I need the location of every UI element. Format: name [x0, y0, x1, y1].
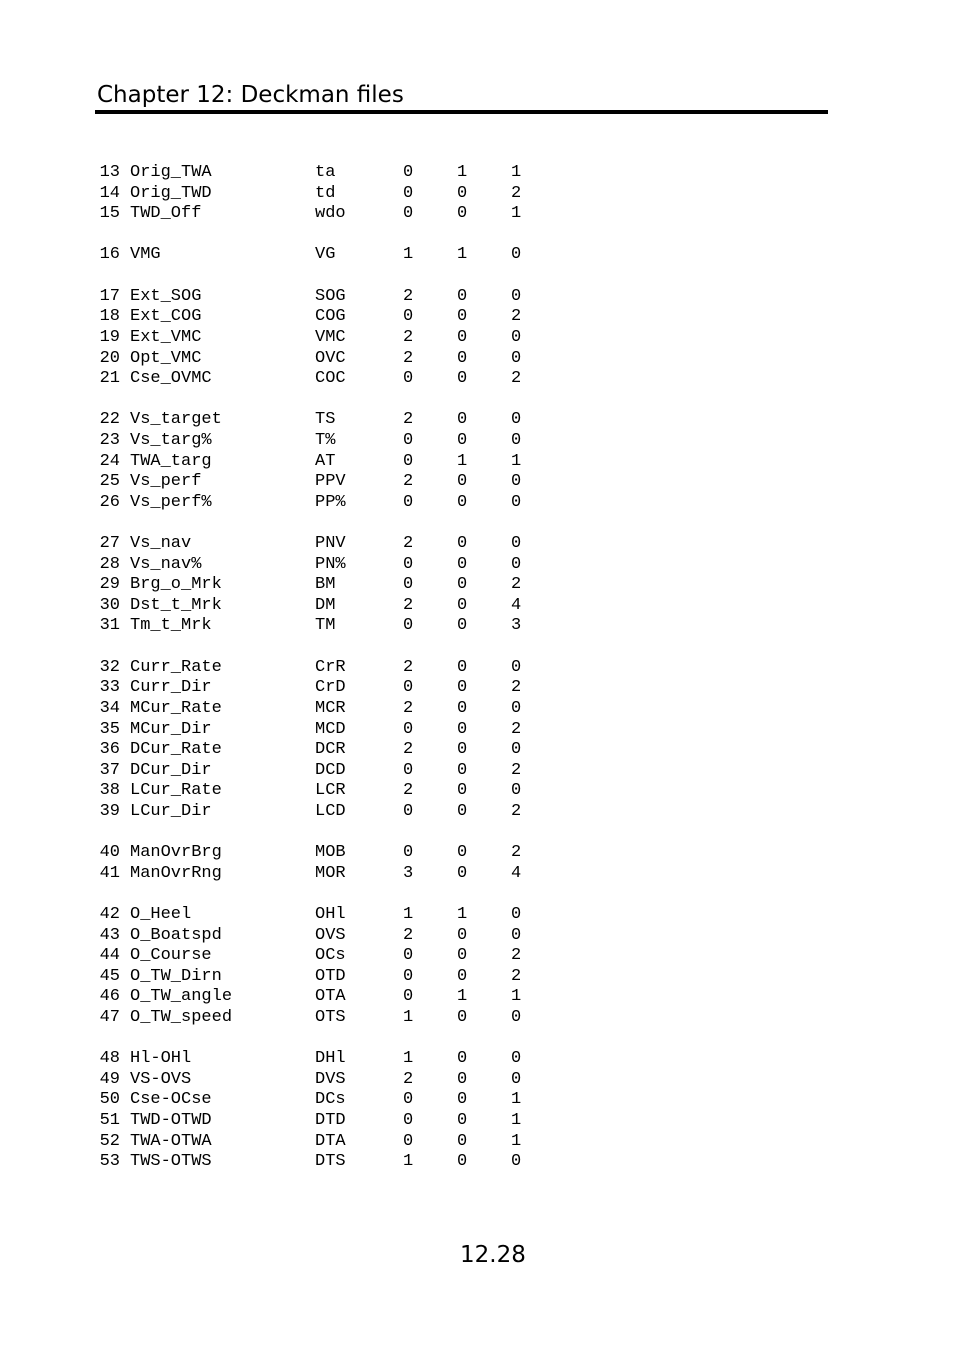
row-value-b: 0 — [457, 657, 468, 677]
row-number: 15 — [99, 204, 120, 224]
row-value-c: 2 — [511, 369, 522, 389]
row-value-c: 0 — [511, 740, 522, 760]
row-value-a: 2 — [403, 657, 414, 677]
row-abbreviation: DCR — [315, 740, 346, 760]
row-value-a: 0 — [403, 966, 414, 986]
row-name: DCur_Dir — [130, 760, 212, 780]
row-value-c: 2 — [511, 760, 522, 780]
row-value-b: 0 — [457, 410, 468, 430]
row-number: 14 — [99, 183, 120, 203]
row-value-c: 0 — [511, 534, 522, 554]
row-value-a: 0 — [403, 843, 414, 863]
row-abbreviation: DM — [315, 595, 336, 615]
row-value-b: 0 — [457, 534, 468, 554]
row-number: 31 — [99, 616, 120, 636]
row-name: Cse_OVMC — [130, 369, 212, 389]
row-value-c: 1 — [511, 451, 522, 471]
row-abbreviation: SOG — [315, 286, 346, 306]
row-number: 13 — [99, 163, 120, 182]
row-number: 49 — [99, 1069, 120, 1089]
row-number: 22 — [99, 410, 120, 430]
row-abbreviation: MCR — [315, 698, 346, 718]
row-number: 28 — [99, 554, 120, 574]
row-value-a: 0 — [403, 451, 414, 471]
page-number: 12.28 — [460, 1242, 526, 1268]
chapter-title: Chapter 12: Deckman files — [97, 82, 404, 108]
row-abbreviation: CrR — [315, 657, 346, 677]
row-value-a: 2 — [403, 286, 414, 306]
row-number: 27 — [99, 534, 120, 554]
row-value-c: 0 — [511, 1152, 522, 1172]
row-value-b: 0 — [457, 698, 468, 718]
row-number: 40 — [99, 843, 120, 863]
row-abbreviation: PP% — [315, 492, 346, 512]
row-value-b: 0 — [457, 472, 468, 492]
row-value-b: 0 — [457, 1131, 468, 1151]
row-value-c: 1 — [511, 1090, 522, 1110]
row-value-b: 0 — [457, 678, 468, 698]
row-name: Curr_Rate — [130, 657, 222, 677]
header-rule — [95, 110, 828, 114]
row-name: O_Course — [130, 946, 212, 966]
row-number: 51 — [99, 1111, 120, 1131]
row-name: MCur_Dir — [130, 719, 212, 739]
row-value-b: 0 — [457, 781, 468, 801]
row-abbreviation: DVS — [315, 1069, 346, 1089]
row-name: Ext_VMC — [130, 327, 202, 347]
row-abbreviation: DTD — [315, 1111, 346, 1131]
row-name: Tm_t_Mrk — [130, 616, 212, 636]
row-value-c: 2 — [511, 719, 522, 739]
row-value-b: 0 — [457, 801, 468, 821]
row-value-c: 3 — [511, 616, 522, 636]
row-value-c: 0 — [511, 348, 522, 368]
row-value-b: 1 — [457, 987, 468, 1007]
row-abbreviation: PNV — [315, 534, 346, 554]
row-value-a: 1 — [403, 245, 414, 265]
row-value-c: 2 — [511, 946, 522, 966]
row-value-b: 1 — [457, 451, 468, 471]
row-value-b: 0 — [457, 307, 468, 327]
row-name: LCur_Dir — [130, 801, 212, 821]
row-name: O_TW_angle — [130, 987, 233, 1007]
row-value-a: 2 — [403, 781, 414, 801]
row-number: 48 — [99, 1049, 120, 1069]
row-value-c: 0 — [511, 698, 522, 718]
row-abbreviation: OVS — [315, 925, 346, 945]
row-value-b: 0 — [457, 595, 468, 615]
row-abbreviation: ta — [315, 163, 336, 182]
row-value-b: 0 — [457, 616, 468, 636]
row-name: O_TW_Dirn — [130, 966, 222, 986]
row-number: 17 — [99, 286, 120, 306]
row-number: 38 — [99, 781, 120, 801]
row-name: Vs_perf% — [130, 492, 212, 512]
row-value-a: 2 — [403, 534, 414, 554]
row-abbreviation: DTS — [315, 1152, 346, 1172]
row-value-a: 0 — [403, 678, 414, 698]
row-number: 39 — [99, 801, 120, 821]
row-value-a: 0 — [403, 369, 414, 389]
row-name: TWD-OTWD — [130, 1111, 212, 1131]
row-value-c: 2 — [511, 678, 522, 698]
row-abbreviation: LCD — [315, 801, 346, 821]
row-value-c: 0 — [511, 554, 522, 574]
row-number: 46 — [99, 987, 120, 1007]
row-value-b: 1 — [457, 905, 468, 925]
row-name: Cse-OCse — [130, 1090, 212, 1110]
row-value-c: 4 — [511, 863, 522, 883]
row-name: VS-OVS — [130, 1069, 192, 1089]
row-abbreviation: MOB — [315, 843, 346, 863]
row-value-b: 0 — [457, 760, 468, 780]
row-value-c: 0 — [511, 925, 522, 945]
row-value-c: 0 — [511, 1049, 522, 1069]
row-value-c: 2 — [511, 575, 522, 595]
row-number: 35 — [99, 719, 120, 739]
row-number: 41 — [99, 863, 120, 883]
row-value-c: 2 — [511, 307, 522, 327]
row-value-a: 2 — [403, 348, 414, 368]
row-name: TWS-OTWS — [130, 1152, 212, 1172]
row-name: MCur_Rate — [130, 698, 222, 718]
row-number: 47 — [99, 1008, 120, 1027]
row-abbreviation: OVC — [315, 348, 346, 368]
row-value-a: 3 — [403, 863, 414, 883]
row-value-a: 0 — [403, 1090, 414, 1110]
row-value-a: 2 — [403, 472, 414, 492]
row-value-a: 2 — [403, 740, 414, 760]
row-name: Hl-OHl — [130, 1049, 192, 1069]
row-value-c: 0 — [511, 657, 522, 677]
row-name: Vs_target — [130, 410, 222, 430]
row-abbreviation: AT — [315, 451, 336, 471]
row-number: 32 — [99, 657, 120, 677]
row-name: O_Heel — [130, 905, 192, 925]
row-name: Vs_nav — [130, 534, 192, 554]
row-abbreviation: DCs — [315, 1090, 346, 1110]
row-value-c: 0 — [511, 1008, 522, 1027]
row-value-c: 0 — [511, 245, 522, 265]
row-number: 20 — [99, 348, 120, 368]
row-value-b: 0 — [457, 431, 468, 450]
row-name: DCur_Rate — [130, 740, 222, 760]
row-abbreviation: td — [315, 183, 336, 203]
row-name: Curr_Dir — [130, 678, 212, 698]
row-value-c: 2 — [511, 801, 522, 821]
row-name: TWD_Off — [130, 204, 202, 224]
row-value-c: 1 — [511, 1131, 522, 1151]
row-abbreviation: TM — [315, 616, 336, 636]
row-abbreviation: PPV — [315, 472, 346, 492]
row-value-b: 0 — [457, 719, 468, 739]
row-value-c: 0 — [511, 286, 522, 306]
row-name: Brg_o_Mrk — [130, 575, 222, 595]
row-value-b: 0 — [457, 925, 468, 945]
row-value-a: 1 — [403, 1049, 414, 1069]
row-value-c: 0 — [511, 492, 522, 512]
row-value-b: 0 — [457, 575, 468, 595]
row-number: 43 — [99, 925, 120, 945]
row-number: 23 — [99, 431, 120, 450]
row-name: VMG — [130, 245, 161, 265]
row-number: 50 — [99, 1090, 120, 1110]
row-value-b: 0 — [457, 1069, 468, 1089]
row-name: LCur_Rate — [130, 781, 222, 801]
row-value-c: 2 — [511, 843, 522, 863]
row-number: 42 — [99, 905, 120, 925]
row-value-a: 0 — [403, 183, 414, 203]
row-value-c: 1 — [511, 163, 522, 182]
row-value-b: 0 — [457, 286, 468, 306]
row-name: O_TW_speed — [130, 1008, 233, 1027]
row-abbreviation: VMC — [315, 327, 346, 347]
row-abbreviation: COG — [315, 307, 346, 327]
row-value-b: 0 — [457, 348, 468, 368]
row-abbreviation: wdo — [315, 204, 346, 224]
row-number: 19 — [99, 327, 120, 347]
row-name: Orig_TWD — [130, 183, 212, 203]
row-value-a: 1 — [403, 1008, 414, 1027]
row-abbreviation: T% — [315, 431, 336, 450]
row-value-c: 0 — [511, 410, 522, 430]
row-name: Ext_COG — [130, 307, 202, 327]
row-value-b: 0 — [457, 740, 468, 760]
row-value-b: 0 — [457, 1090, 468, 1110]
row-number: 37 — [99, 760, 120, 780]
row-value-b: 1 — [457, 245, 468, 265]
row-name: TWA-OTWA — [130, 1131, 212, 1151]
row-abbreviation: BM — [315, 575, 336, 595]
row-value-b: 0 — [457, 1049, 468, 1069]
row-abbreviation: LCR — [315, 781, 346, 801]
row-value-a: 0 — [403, 616, 414, 636]
row-name: ManOvrRng — [130, 863, 222, 883]
row-name: Ext_SOG — [130, 286, 202, 306]
row-value-c: 4 — [511, 595, 522, 615]
row-value-a: 0 — [403, 431, 414, 450]
row-value-a: 2 — [403, 595, 414, 615]
row-value-c: 0 — [511, 327, 522, 347]
row-value-a: 0 — [403, 987, 414, 1007]
row-value-a: 2 — [403, 410, 414, 430]
row-name: Opt_VMC — [130, 348, 202, 368]
row-value-c: 1 — [511, 1111, 522, 1131]
row-value-c: 0 — [511, 781, 522, 801]
row-value-a: 0 — [403, 492, 414, 512]
row-value-b: 0 — [457, 1111, 468, 1131]
row-number: 36 — [99, 740, 120, 760]
row-number: 44 — [99, 946, 120, 966]
row-value-b: 0 — [457, 327, 468, 347]
row-name: TWA_targ — [130, 451, 212, 471]
row-value-a: 2 — [403, 1069, 414, 1089]
row-value-a: 1 — [403, 1152, 414, 1172]
row-value-a: 0 — [403, 1111, 414, 1131]
row-abbreviation: DCD — [315, 760, 346, 780]
row-value-b: 0 — [457, 946, 468, 966]
row-value-a: 0 — [403, 575, 414, 595]
row-number: 45 — [99, 966, 120, 986]
row-abbreviation: OCs — [315, 946, 346, 966]
row-abbreviation: VG — [315, 245, 336, 265]
row-value-c: 0 — [511, 1069, 522, 1089]
row-value-c: 2 — [511, 183, 522, 203]
row-abbreviation: CrD — [315, 678, 346, 698]
row-number: 18 — [99, 307, 120, 327]
row-abbreviation: DHl — [315, 1049, 346, 1069]
row-value-c: 0 — [511, 472, 522, 492]
row-value-b: 0 — [457, 1152, 468, 1172]
row-value-a: 0 — [403, 946, 414, 966]
row-abbreviation: OTA — [315, 987, 346, 1007]
row-abbreviation: DTA — [315, 1131, 346, 1151]
row-value-a: 0 — [403, 801, 414, 821]
row-value-a: 0 — [403, 554, 414, 574]
row-abbreviation: OHl — [315, 905, 346, 925]
row-abbreviation: PN% — [315, 554, 346, 574]
row-value-a: 2 — [403, 698, 414, 718]
row-value-a: 1 — [403, 905, 414, 925]
row-number: 29 — [99, 575, 120, 595]
row-abbreviation: MOR — [315, 863, 346, 883]
row-number: 33 — [99, 678, 120, 698]
row-number: 30 — [99, 595, 120, 615]
row-abbreviation: OTD — [315, 966, 346, 986]
row-value-b: 0 — [457, 204, 468, 224]
row-value-b: 0 — [457, 843, 468, 863]
row-value-b: 1 — [457, 163, 468, 182]
row-number: 16 — [99, 245, 120, 265]
row-value-c: 1 — [511, 987, 522, 1007]
row-name: O_Boatspd — [130, 925, 222, 945]
row-name: Dst_t_Mrk — [130, 595, 222, 615]
row-value-c: 0 — [511, 431, 522, 450]
row-name: Vs_nav% — [130, 554, 202, 574]
row-name: ManOvrBrg — [130, 843, 222, 863]
row-value-a: 0 — [403, 204, 414, 224]
row-abbreviation: TS — [315, 410, 336, 430]
row-value-b: 0 — [457, 863, 468, 883]
row-value-b: 0 — [457, 554, 468, 574]
row-abbreviation: COC — [315, 369, 346, 389]
row-abbreviation: MCD — [315, 719, 346, 739]
row-name: Vs_perf — [130, 472, 202, 492]
row-name: Vs_targ% — [130, 431, 212, 450]
row-value-c: 2 — [511, 966, 522, 986]
row-value-b: 0 — [457, 369, 468, 389]
row-value-a: 2 — [403, 925, 414, 945]
row-name: Orig_TWA — [130, 163, 212, 182]
row-number: 21 — [99, 369, 120, 389]
row-value-a: 0 — [403, 1131, 414, 1151]
row-value-b: 0 — [457, 966, 468, 986]
row-number: 26 — [99, 492, 120, 512]
row-value-a: 2 — [403, 327, 414, 347]
row-value-a: 0 — [403, 719, 414, 739]
row-value-b: 0 — [457, 183, 468, 203]
row-value-c: 0 — [511, 905, 522, 925]
row-value-c: 1 — [511, 204, 522, 224]
row-value-b: 0 — [457, 492, 468, 512]
row-value-a: 0 — [403, 163, 414, 182]
row-number: 53 — [99, 1152, 120, 1172]
row-number: 34 — [99, 698, 120, 718]
row-value-a: 0 — [403, 760, 414, 780]
row-value-a: 0 — [403, 307, 414, 327]
row-number: 25 — [99, 472, 120, 492]
row-number: 52 — [99, 1131, 120, 1151]
row-value-b: 0 — [457, 1008, 468, 1027]
row-abbreviation: OTS — [315, 1008, 346, 1027]
row-number: 24 — [99, 451, 120, 471]
